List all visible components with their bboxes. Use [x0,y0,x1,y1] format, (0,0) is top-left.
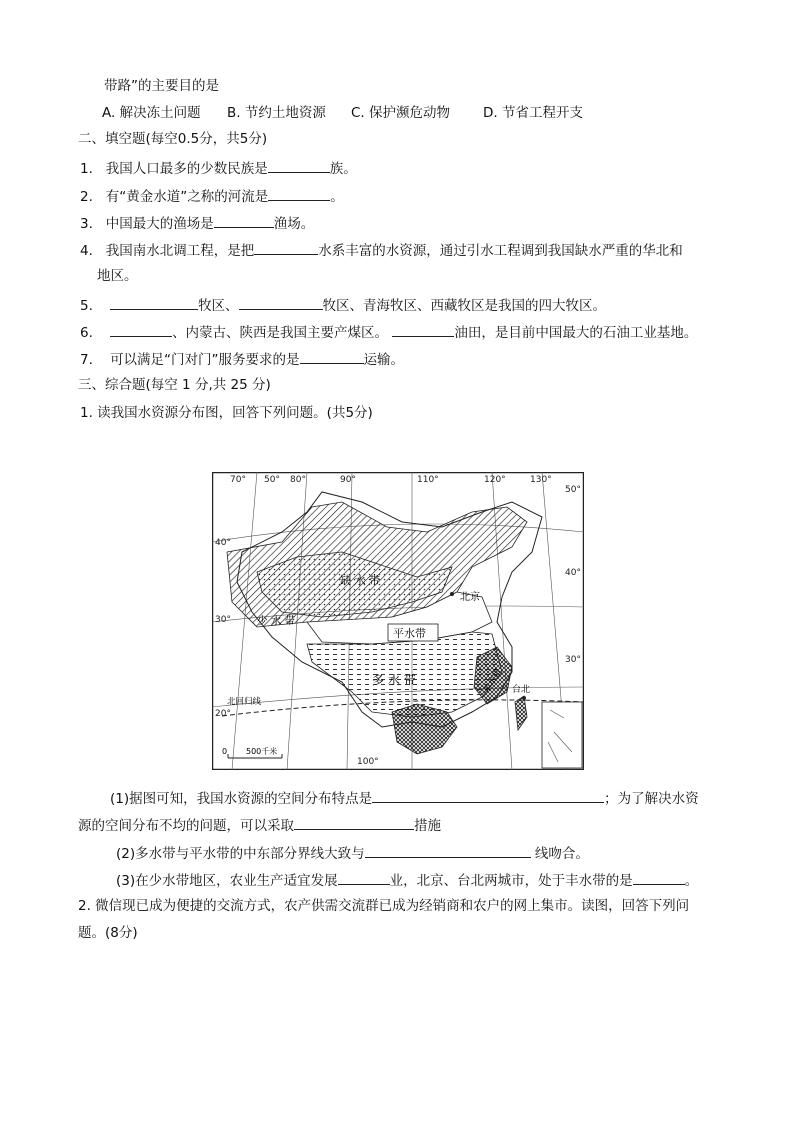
answer-blank[interactable] [372,788,604,803]
answer-blank[interactable] [239,295,323,310]
q-text: 。 [684,873,699,889]
q-text: (3)在少水带地区，农业生产适宜发展 [116,873,338,889]
q-text: 牧区、青海牧区、西藏牧区是我国的四大牧区。 [322,298,607,314]
prev-question-stem: 带路”的主要目的是 [104,78,219,94]
answer-blank[interactable] [110,295,198,310]
option-c[interactable]: C. 保护濒危动物 [351,105,451,121]
option-a[interactable]: A. 解决冻土问题 [102,105,201,121]
scale-zero: 0 [222,747,228,756]
q-text: 运输。 [363,352,405,368]
lon-label: 70° [230,475,246,485]
q-text: 水系丰富的水资源，通过引水工程调到我国缺水严重的华北和 [318,243,683,259]
q-text: 线吻合。 [534,846,589,862]
option-d[interactable]: D. 节省工程开支 [483,105,583,121]
q-number: 1. [80,161,93,177]
fill-q2 [80,186,344,206]
q-text: 。 [330,189,344,205]
lon-label: 110° [417,475,439,485]
water-resources-map [212,472,584,770]
fill-q4 [80,240,683,260]
label-taipei: 台北 [512,685,531,695]
q-text: 可以满足“门对门”服务要求的是 [110,352,300,368]
map-q1-cont [78,815,441,835]
q-text: 油田，是目前中国最大的石油工业基地。 [454,325,698,341]
fill-q5 [80,295,606,315]
q-text: 渔场。 [273,216,315,232]
beijing-dot [450,592,454,596]
q2-stem-cont: 题。(8分) [78,925,138,941]
q-text: 源的空间分布不均的问题，可以采取 [78,818,294,834]
map-q3 [116,870,698,890]
lon-label-bottom: 100° [357,757,379,767]
label-ping: 平水带 [393,627,426,640]
scale-label: 500千米 [246,747,278,756]
q-text: 业，北京、台北两城市，处于丰水带的是 [389,873,633,889]
south-sea-inset [542,702,582,768]
map-q1 [110,788,699,808]
answer-blank[interactable] [214,213,274,228]
label-tropic: 北回归线 [227,697,262,707]
q-number: 6. [80,325,93,341]
answer-blank[interactable] [633,870,685,885]
q-number: 2. [80,189,93,205]
q-text: 中国最大的渔场是 [105,216,214,232]
answer-blank[interactable] [294,815,414,830]
lon-label: 90° [340,475,356,485]
fill-q6 [80,322,697,342]
q-number: 7. [80,352,93,368]
lon-label: 120° [484,475,506,485]
label-feng: 丰水带 [481,667,505,696]
lat-label-right: 30° [565,655,581,665]
answer-blank[interactable] [392,322,454,337]
lat-label-right: 50° [565,485,581,495]
label-duo: 多 水 带 [372,673,416,687]
fill-q4-cont: 地区。 [97,268,138,284]
fill-q1 [80,158,357,178]
taipei-dot [522,696,526,700]
prev-question-options [102,104,583,122]
map-q2 [116,843,589,863]
q-text: 我国人口最多的少数民族是 [105,161,268,177]
answer-blank[interactable] [268,186,330,201]
fill-q7 [80,349,404,369]
lat-label-right: 40° [565,568,581,578]
section2-heading: 二、填空题(每空0.5分，共5分) [78,131,268,147]
answer-blank[interactable] [300,349,364,364]
q-number: 5. [80,298,93,314]
q-text: (1)据图可知，我国水资源的空间分布特点是 [110,791,373,807]
q-number: 3. [80,216,93,232]
q-number: 4. [80,243,93,259]
lon-label: 80° [290,475,306,485]
q-text: 牧区、 [198,298,239,314]
fill-q3 [80,213,314,233]
lat-label: 40° [215,538,231,548]
q-text: (2)多水带与平水带的中东部分界线大致与 [116,846,365,862]
option-b[interactable]: B. 节约土地资源 [227,105,326,121]
q1-stem: 1. 读我国水资源分布图，回答下列问题。(共5分) [80,405,373,421]
q2-stem: 2. 微信现已成为便捷的交流方式，农产供需交流群已成为经销商和农户的网上集市。读图，回答下列问 [78,898,690,914]
q-text: 我国南水北调工程，是把 [105,243,255,259]
q-text: 措施 [414,818,441,834]
q-text: ；为了解决水资 [604,791,699,807]
lon-label: 50° [264,475,280,485]
q-text: 有“黄金水道”之称的河流是 [105,189,269,205]
label-shao: 少 水 带 [257,615,296,627]
answer-blank[interactable] [268,158,330,173]
lon-label: 130° [530,475,552,485]
answer-blank[interactable] [110,322,172,337]
lat-label: 20° [215,709,231,719]
label-que: 缺 水 带 [340,574,380,587]
q-text: 、内蒙古、陕西是我国主要产煤区。 [172,325,389,341]
answer-blank[interactable] [254,240,318,255]
lat-label: 30° [215,615,231,625]
answer-blank[interactable] [365,843,531,858]
section3-heading: 三、综合题(每空 1 分,共 25 分) [78,377,271,393]
label-beijing: 北京 [460,592,480,603]
q-text: 族。 [329,161,357,177]
answer-blank[interactable] [338,870,390,885]
